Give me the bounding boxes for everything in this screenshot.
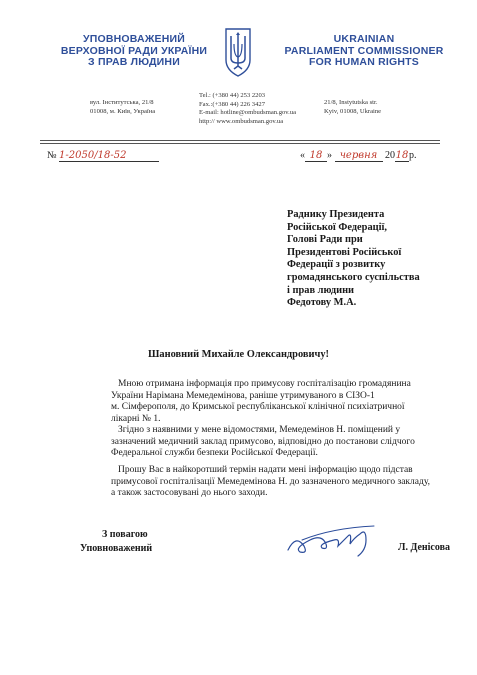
handwritten-number: 1-2050/18-52	[59, 150, 127, 161]
date-month: червня	[339, 150, 378, 161]
address-en: 21/8, Instytutska str. Kyiv, 01008, Ukraine	[324, 99, 382, 115]
salutation: Шановний Михайле Олександровичу!	[147, 349, 330, 360]
outgoing-number: № 1-2050/18-52	[47, 150, 159, 162]
header-divider-second	[40, 143, 440, 144]
letter-date: « 18 » червня 2018р.	[300, 150, 417, 161]
handwritten-signature	[282, 520, 382, 560]
phone-text: Tel.: (+380 44) 253 2203	[199, 92, 266, 99]
paragraph-1: Мною отримана інформація про примусову госпіталізацію громадянина	[118, 379, 411, 389]
addressee-block: Раднику Президента Російської Федерації, Голові Ради при Президентові Російської Федерації з розвитку громадянського суспільства і прав людини Федотову М.А.	[287, 209, 420, 309]
date-year: 18	[395, 150, 409, 161]
org-name-ua: УПОВНОВАЖЕНИЙ ВЕРХОВНОЇ РАДИ УКРАЇНИ З ПРАВ ЛЮДИНИ	[60, 33, 208, 68]
email-link[interactable]: E-mail: hotline@ombudsman.gov.ua	[199, 109, 297, 117]
paragraph-2-continued: зазначений медичний заклад примусово, відповідно до постанови слідчого Федеральної служби безпеки Російської Федерації.	[111, 436, 415, 459]
address-ua: вул. Інститутська, 21/8 01008, м. Київ, Україна	[90, 99, 156, 115]
fax-text: Fax.:(+380 44) 226 3427	[199, 100, 265, 108]
paragraph-1-continued: України Нарімана Мемедемінова, раніше утримуваного в СІЗО-1 м. Сімферополя, до Кримської республіканської клінічної психіатричної лікарні № 1.	[111, 390, 405, 424]
header-divider	[40, 140, 440, 141]
trident-icon	[222, 26, 254, 78]
closing-block: З повагою Уповноважений	[80, 529, 153, 554]
website-link[interactable]: http:// www.ombudsman.gov.ua	[199, 117, 284, 125]
paragraph-3-continued: примусової госпіталізації Мемедемінова Н. до зазначеного медичного закладу, а також застосовувані до нього заходи.	[111, 476, 430, 499]
org-name-en: UKRAINIAN PARLIAMENT COMMISSIONER FOR HUMAN RIGHTS	[284, 33, 444, 68]
contact-block	[199, 92, 296, 126]
paragraph-3: Прошу Вас в найкоротший термін надати мені інформацію щодо підстав	[118, 465, 413, 475]
date-day: 18	[309, 150, 323, 161]
signatory-name: Л. Денісова	[398, 542, 451, 553]
paragraph-2: Згідно з наявними у мене відомостями, Мемедемінов Н. поміщений у	[118, 425, 401, 435]
